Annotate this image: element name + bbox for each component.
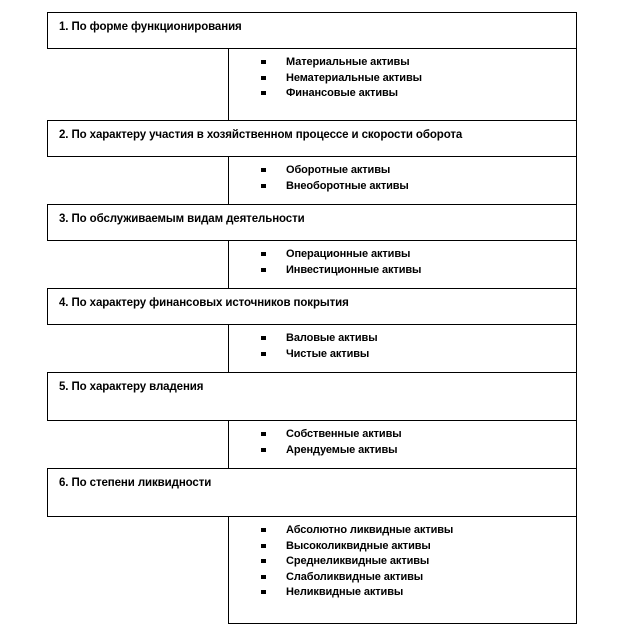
list-item: Оборотные активы [261,163,409,179]
list-item: Операционные активы [261,247,421,263]
category-5-items-box [228,420,577,469]
bullet-icon [261,76,266,80]
list-item: Неликвидные активы [261,585,453,601]
category-4-header [47,288,577,325]
category-2-header [47,120,577,157]
bullet-icon [261,432,266,436]
bullet-icon [261,352,266,356]
bullet-icon [261,60,266,64]
category-4-items-box [228,324,577,373]
bullet-icon [261,168,266,172]
bullet-icon [261,575,266,579]
category-5-title: 5. По характеру владения [59,381,204,393]
category-4-title: 4. По характеру финансовых источников покрытия [59,297,349,309]
category-1-items [261,55,422,102]
category-2-title: 2. По характеру участия в хозяйственном процессе и скорости оборота [59,129,463,141]
list-item: Чистые активы [261,347,377,363]
list-item: Слаболиквидные активы [261,570,453,586]
list-item: Абсолютно ликвидные активы [261,523,453,539]
category-6-items [261,523,453,601]
category-3-title: 3. По обслуживаемым видам деятельности [59,213,305,225]
list-item: Материальные активы [261,55,422,71]
category-1-items-box [228,48,577,121]
list-item: Арендуемые активы [261,443,402,459]
category-6-items-box [228,516,577,624]
category-3-items-box [228,240,577,289]
bullet-icon [261,268,266,272]
bullet-icon [261,559,266,563]
bullet-icon [261,448,266,452]
bullet-icon [261,252,266,256]
category-3-header [47,204,577,241]
category-2-items [261,163,409,194]
category-1-title: 1. По форме функционирования [59,21,242,33]
bullet-icon [261,544,266,548]
category-2-items-box [228,156,577,205]
list-item: Финансовые активы [261,86,422,102]
bullet-icon [261,528,266,532]
category-1-header [47,12,577,49]
bullet-icon [261,590,266,594]
bullet-icon [261,91,266,95]
list-item: Высоколиквидные активы [261,539,453,555]
category-4-items [261,331,377,362]
bullet-icon [261,184,266,188]
category-6-title: 6. По степени ликвидности [59,477,212,489]
list-item: Внеоборотные активы [261,179,409,195]
bullet-icon [261,336,266,340]
category-3-items [261,247,421,278]
category-5-header [47,372,577,421]
category-6-header [47,468,577,517]
category-5-items [261,427,402,458]
list-item: Нематериальные активы [261,71,422,87]
list-item: Среднеликвидные активы [261,554,453,570]
list-item: Валовые активы [261,331,377,347]
list-item: Собственные активы [261,427,402,443]
list-item: Инвестиционные активы [261,263,421,279]
